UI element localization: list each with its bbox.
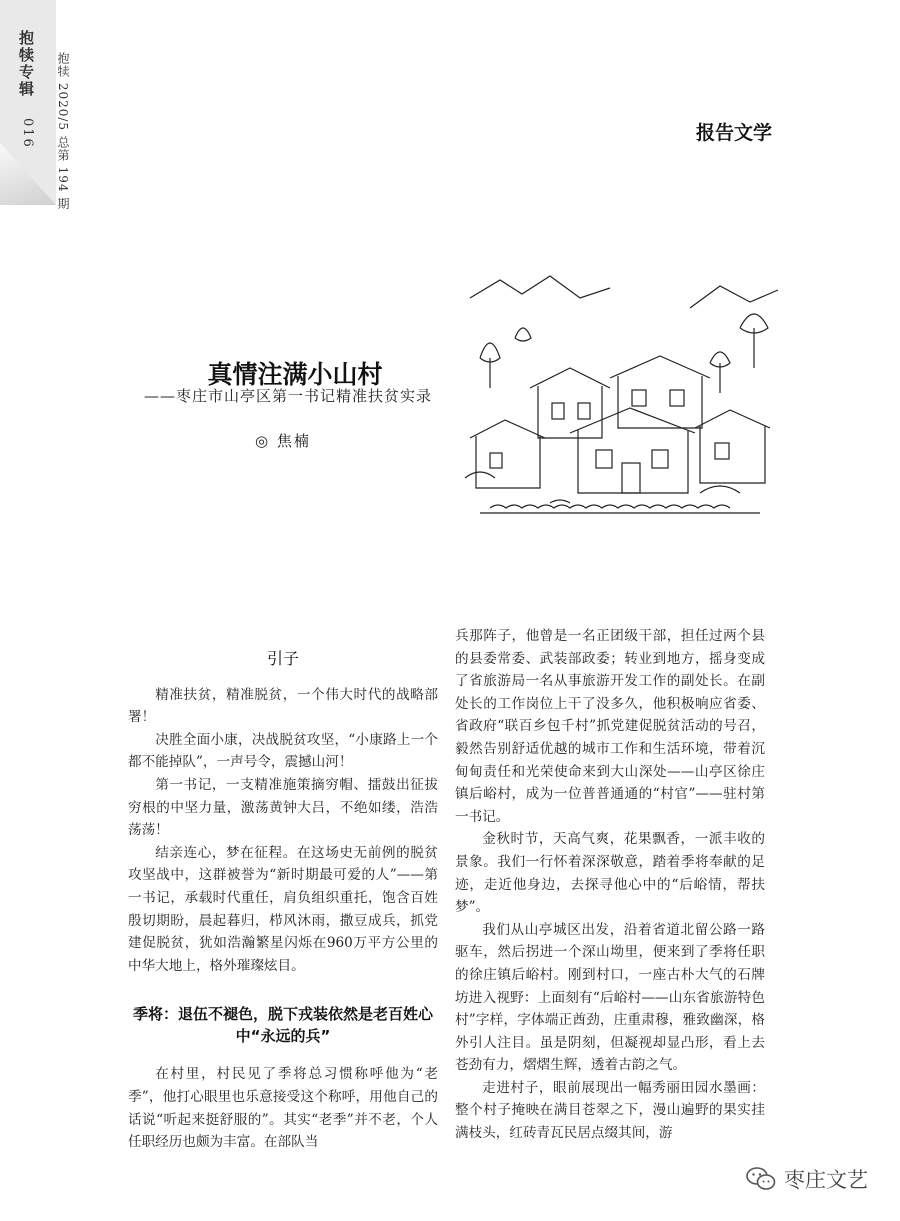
section-label: 报告文学 [695,122,772,144]
paragraph-continuation: 兵那阵子，他曾是一名正团级干部，担任过两个县的县委常委、武装部政委；转业到地方，摇身变成了省旅游局一名从事旅游开发工作的副处长。在副处长的工作岗位上干了没多久，他积极响应省委、省政府“联百乡包千村”抓党建促脱贫活动的号召，毅然告别舒适优越的城市工作和生活环境，带着沉甸甸责任和光荣使命来到大山深处——山亭区徐庄镇后峪村，成为一位普普通通的“村官”——驻村第一书记。 [455,628,765,825]
section-heading: 季将：退伍不褪色，脱下戎装依然是老百姓心中“永远的兵” [132,1005,433,1046]
margin-page-number: 016 [20,118,35,149]
article-subtitle: ——枣庄市山亭区第一书记精准扶贫实录 [143,387,432,405]
article-author: ◎ 焦楠 [255,432,311,450]
paragraph: 在村里，村民见了季将总习惯称呼他为“老季”，他打心眼里也乐意接受这个称呼，用他自己的话说“听起来挺舒服的”。其实“老季”并不老，个人任职经历也颇为丰富。在部队当 [128,1066,438,1151]
watermark-text: 枣庄文艺 [784,1168,868,1192]
left-text-column [128,648,438,1154]
paragraph: 精准扶贫，精准脱贫，一个伟大时代的战略部署！ [128,686,438,726]
village-sketch-illustration [460,268,790,536]
paragraph: 结亲连心，梦在征程。在这场史无前例的脱贫攻坚战中，这群被誉为“新时期最可爱的人”——第一书记，承载时代重任，肩负组织重托，饱含百姓殷切期盼，晨起暮归，栉风沐雨，撒豆成兵，抓党建促脱贫，犹如浩瀚繁星闪烁在960万平方公里的中华大地上，格外璀璨炫目。 [128,844,438,974]
margin-column-name: 抱犊专辑 [17,30,35,98]
watermark [746,1164,868,1194]
paragraph: 第一书记，一支精准施策摘穷帽、擂鼓出征拔穷根的中坚力量，激荡黄钟大吕，不绝如缕，浩浩荡荡！ [128,776,438,839]
margin-issue-info: 抱犊 2020/5 总第 194 期 [56,52,70,211]
paragraph: 走进村子，眼前展现出一幅秀丽田园水墨画：整个村子掩映在满目苍翠之下，漫山遍野的果实挂满枝头，红砖青瓦民居点缀其间，游 [455,1079,765,1142]
paragraph: 决胜全面小康，决战脱贫攻坚，“小康路上一个都不能掉队”，一声号令，震撼山河！ [128,731,438,771]
intro-heading: 引子 [266,649,299,668]
paragraph: 我们从山亭城区出发，沿着省道北留公路一路驱车，然后拐进一个深山坳里，便来到了季将任职的徐庄镇后峪村。刚到村口，一座古朴大气的石牌坊进入视野：上面刻有“后峪村——山东省旅游特色村”字样，字体端正酋劲，庄重肃穆，雅致幽深，格外引人注目。虽是阴刻，但凝视却显凸形，看上去苍劲有力，熠熠生辉，透着古韵之气。 [455,921,765,1074]
wechat-icon [746,1166,776,1192]
article-title: 真情注满小山村 [207,360,383,389]
paragraph: 金秋时节，天高气爽，花果飘香，一派丰收的景象。我们一行怀着深深敬意，踏着季将奉献的足迹，走近他身边，去探寻他心中的“后峪情，帮扶梦”。 [455,831,765,916]
right-text-column [455,625,765,1145]
